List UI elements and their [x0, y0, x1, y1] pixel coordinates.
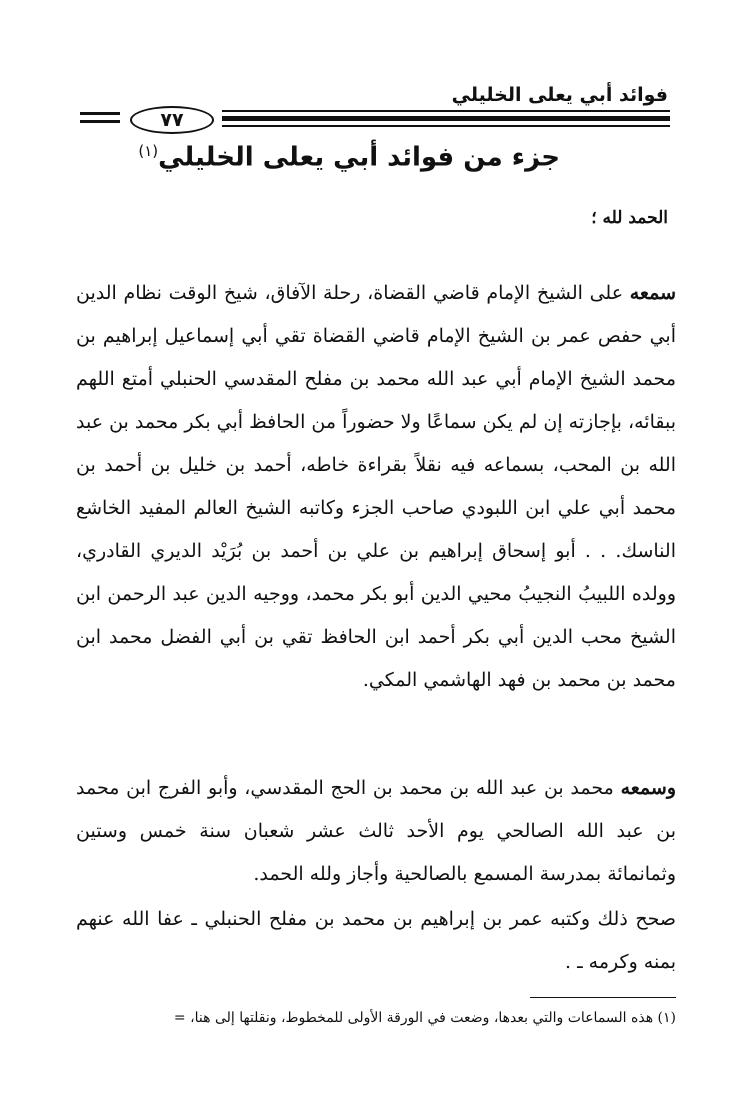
- paragraph-1: [76, 272, 676, 702]
- header-rule: [80, 106, 670, 132]
- paragraph-2-lead: وسمعه: [620, 777, 676, 799]
- paragraph-3: [76, 898, 676, 984]
- footnote-separator: [530, 997, 676, 998]
- rule-right-thin-2: [222, 125, 670, 127]
- paragraph-3-text: صحح ذلك وكتبه عمر بن إبراهيم بن محمد بن مفلح الحنبلي ـ عفا الله عنهم بمنه وكرمه ـ .: [76, 908, 676, 973]
- rule-left-top: [80, 112, 120, 115]
- page-number: ٧٧: [130, 106, 214, 134]
- opening-praise: الحمد لله ؛: [591, 208, 668, 228]
- rule-right-thick: [222, 116, 670, 121]
- rule-right-thin: [222, 110, 670, 112]
- running-header-title: فوائد أبي يعلى الخليلي: [451, 84, 668, 106]
- section-title-text: جزء من فوائد أبي يعلى الخليلي: [158, 142, 560, 173]
- paragraph-1-lead: سمعه: [629, 282, 676, 304]
- footnote-marker: (١): [138, 142, 159, 160]
- rule-left-bottom: [80, 120, 120, 123]
- paragraph-2-text: محمد بن عبد الله بن محمد بن الحج المقدسي، وأبو الفرج ابن محمد بن عبد الله الصالحي يوم الأحد ثالث عشر شعبان سنة خمس وستين وثمانمائة بمدرسة المسمع بالصالحية وأجاز ولله الحمد.: [76, 777, 676, 885]
- paragraph-2: [76, 767, 676, 896]
- paragraph-1-text: على الشيخ الإمام قاضي القضاة، رحلة الآفاق، شيخ الوقت نظام الدين أبي حفص عمر بن الشيخ الإمام قاضي القضاة تقي أبي إسماعيل إبراهيم بن محمد الشيخ الإمام أبي عبد الله محمد بن مفلح المقدسي الحنبلي أمتع اللهم ببقائه، بإجازته إن لم يكن سماعًا ولا حضوراً من الحافظ أبي بكر محمد بن عبد الله بن المحب، بسماعه فيه نقلاً بقراءة خاطه، أحمد بن خليل بن أحمد بن محمد أبي علي ابن اللبودي صاحب الجزء وكاتبه الشيخ العالم المفيد الخاشع الناسك. . . أبو إسحاق إبراهيم بن علي بن أحمد بن بُرَيْد الديري القادري، وولده اللبيبُ النجيبُ محيي الدين أبو بكر محمد، ووجيه الدين عبد الرحمن ابن الشيخ محب الدين أبي بكر أحمد ابن الحافظ تقي بن أبي الفضل محمد ابن محمد بن محمد بن فهد الهاشمي المكي.: [76, 282, 676, 691]
- section-title: [60, 142, 560, 173]
- footnote: (١) هذه السماعات والتي بعدها، وضعت في الورقة الأولى للمخطوط، ونقلتها إلى هنا، =: [173, 1010, 676, 1026]
